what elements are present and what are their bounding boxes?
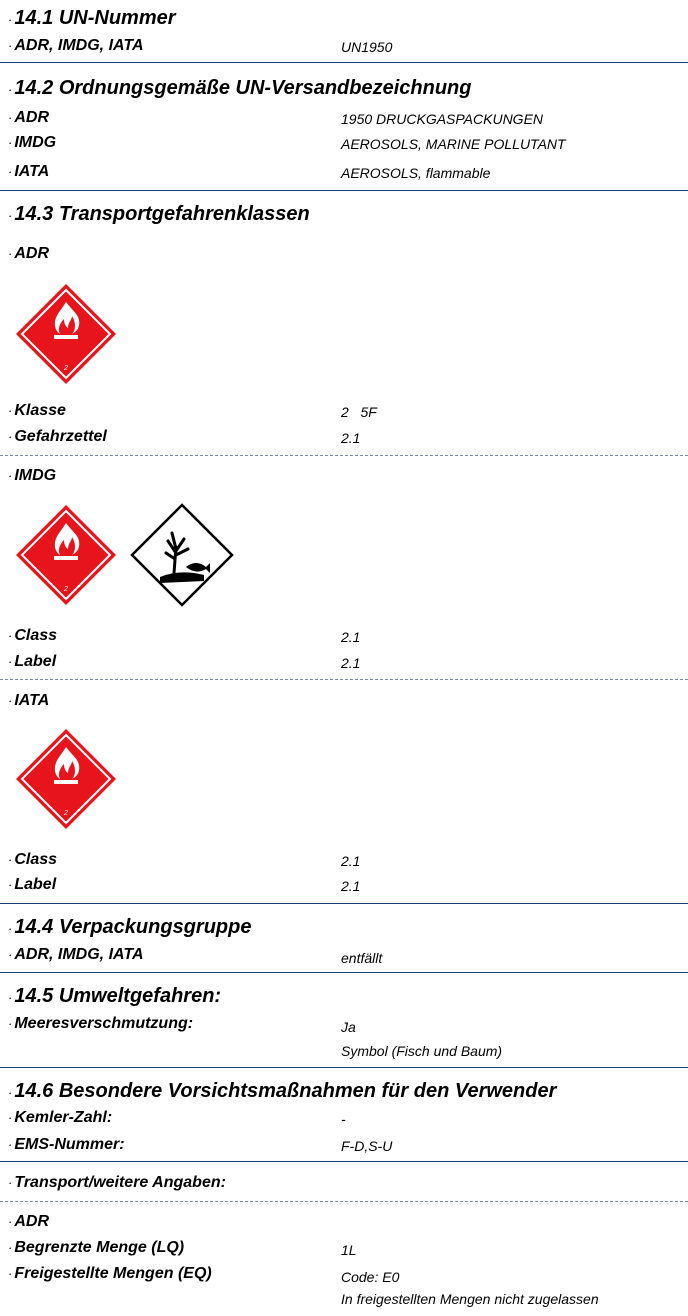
iata-label: · IATA <box>8 692 50 709</box>
marine-pollutant-value: Ja <box>341 1019 356 1035</box>
ems-key: · EMS-Nummer: <box>8 1136 125 1153</box>
iata-label-key: · Label <box>8 876 57 893</box>
imdg-label-value: 2.1 <box>341 655 361 671</box>
adr-label: · ADR <box>8 245 50 262</box>
class-number: 2 <box>64 365 68 372</box>
shipping-name-iata-value: AEROSOLS, flammable <box>341 165 491 181</box>
flammable-gas-icon <box>14 282 118 386</box>
class-number: 2 <box>64 810 68 817</box>
imdg-label-key: · Label <box>8 653 57 670</box>
class-number: 2 <box>64 586 68 593</box>
excepted-quantity-value: Code: E0 <box>341 1269 400 1285</box>
imdg-class-value: 2.1 <box>341 629 361 645</box>
shipping-name-iata-key: · IATA <box>8 163 50 180</box>
excepted-quantity-note: In freigestellten Mengen nicht zugelassen <box>341 1291 599 1307</box>
shipping-name-adr-value: 1950 DRUCKGASPACKUNGEN <box>341 111 544 127</box>
section-14-5-title: · 14.5 Umweltgefahren: <box>8 985 222 1007</box>
marine-pollutant-key: · Meeresverschmutzung: <box>8 1015 194 1032</box>
adr-class-value: 2 5F <box>341 404 377 420</box>
packing-group-value: entfällt <box>341 950 383 966</box>
divider <box>0 190 688 191</box>
environment-hazard-icon <box>130 503 234 607</box>
dashed-divider <box>0 455 688 456</box>
shipping-name-imdg-value: AEROSOLS, MARINE POLLUTANT <box>341 136 566 152</box>
iata-label-value: 2.1 <box>341 878 361 894</box>
shipping-name-adr-key: · ADR <box>8 109 50 126</box>
section-14-2-title: · 14.2 Ordnungsgemäße UN-Versandbezeichnung <box>8 77 472 99</box>
adr-label-value: 2.1 <box>341 430 361 446</box>
dashed-divider <box>0 679 688 680</box>
imdg-class-key: · Class <box>8 627 58 644</box>
limited-quantity-value: 1L <box>341 1242 357 1258</box>
iata-class-value: 2.1 <box>341 853 361 869</box>
divider <box>0 62 688 63</box>
marine-pollutant-symbol: Symbol (Fisch und Baum) <box>341 1043 503 1059</box>
flammable-gas-icon <box>14 503 118 607</box>
un-number-key: · ADR, IMDG, IATA <box>8 37 144 54</box>
dashed-divider <box>0 1201 688 1202</box>
divider <box>0 1161 688 1162</box>
section-14-3-title: · 14.3 Transportgefahrenklassen <box>8 203 310 225</box>
divider <box>0 1067 688 1068</box>
kemler-key: · Kemler-Zahl: <box>8 1109 113 1126</box>
section-14-6-title: · 14.6 Besondere Vorsichtsmaßnahmen für den Verwender <box>8 1080 557 1102</box>
section-14-1-title: · 14.1 UN-Nummer <box>8 7 176 29</box>
shipping-name-imdg-key: · IMDG <box>8 134 57 151</box>
excepted-quantity-key: · Freigestellte Mengen (EQ) <box>8 1265 212 1282</box>
packing-group-key: · ADR, IMDG, IATA <box>8 946 144 963</box>
divider <box>0 972 688 973</box>
transport-adr-label: · ADR <box>8 1213 50 1230</box>
un-number-value: UN1950 <box>341 39 393 55</box>
limited-quantity-key: · Begrenzte Menge (LQ) <box>8 1239 185 1256</box>
adr-label-key: · Gefahrzettel <box>8 428 107 445</box>
section-14-4-title: · 14.4 Verpackungsgruppe <box>8 916 252 938</box>
iata-class-key: · Class <box>8 851 58 868</box>
transport-title: · Transport/weitere Angaben: <box>8 1174 226 1191</box>
kemler-value: - <box>341 1111 346 1127</box>
divider <box>0 903 688 904</box>
imdg-label: · IMDG <box>8 467 57 484</box>
ems-value: F-D,S-U <box>341 1138 393 1154</box>
flammable-gas-icon <box>14 727 118 831</box>
adr-class-key: · Klasse <box>8 402 66 419</box>
